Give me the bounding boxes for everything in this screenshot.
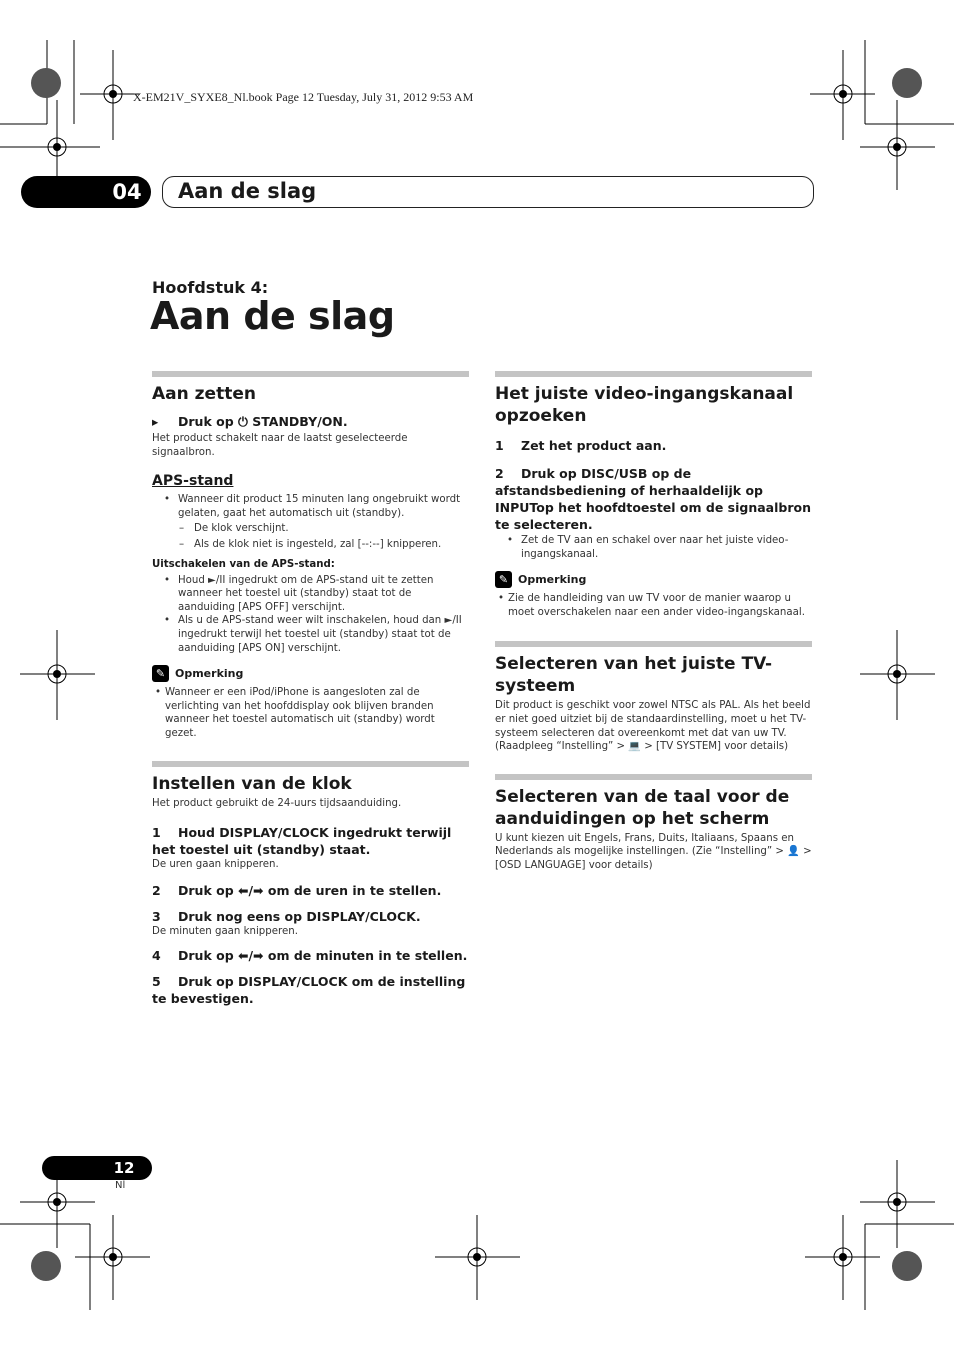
tv-systeem-text: Dit product is geschikt voor zowel NTSC als PAL. Als het beeld er niet goed uitziet bij de standaardinstelling, moet u het TV-systeem selecteren dat overeenkomt met dat van uw TV. (Raadpleeg “Instelling” > 💻 > [TV SYSTEM] voor details): [495, 700, 811, 753]
klok-step-3: 3 Druk nog eens op DISPLAY/CLOCK.: [152, 908, 421, 924]
left-column: [152, 371, 469, 1007]
taal-text: U kunt kiezen uit Engels, Frans, Duits, Italiaans, Spaans en Nederlands als mogelijke instellingen. (Zie “Instelling” > 👤 > [OSD LANGUAGE] voor details): [495, 832, 812, 871]
aps-bullet: • Wanneer dit product 15 minuten lang ongebruikt wordt gelaten, gaat het automatisch uit (standby).: [152, 493, 469, 520]
standby-step: ▸ Druk op ⏻ STANDBY/ON.: [152, 414, 348, 429]
section-rule: [152, 761, 469, 767]
section-rule: [495, 641, 812, 647]
chapter-number: 04: [112, 180, 142, 204]
video-step-2: 2 Druk op DISC/USB op de afstandsbediening of herhaaldelijk op INPUTop het hoofdtoestel om de signaalbron te selecteren.: [495, 466, 811, 532]
chapter-title: Aan de slag: [178, 179, 317, 203]
aps-heading: APS-stand: [152, 473, 234, 490]
klok-step-3-sub: De minuten gaan knipperen.: [152, 925, 298, 937]
section-title-aan-zetten: Aan zetten: [152, 384, 256, 404]
section-title-klok: Instellen van de klok: [152, 773, 352, 794]
section-title-taal: Selecteren van de taal voor de aanduidingen op het scherm: [495, 786, 790, 829]
aps-subhead: Uitschakelen van de APS-stand:: [152, 558, 335, 570]
note-bullet: • Wanneer er een iPod/iPhone is aangesloten zal de verlichting van het hoofddisplay ook blijven branden wanneer het toestel automatisch uit (standby) wordt gezet.: [152, 686, 469, 740]
section-rule: [495, 371, 812, 377]
standby-text: Het product schakelt naar de laatst geselecteerde signaalbron.: [152, 433, 408, 458]
aps-dash: – De klok verschijnt.: [152, 522, 469, 536]
klok-step-1: 1 Houd DISPLAY/CLOCK ingedrukt terwijl het toestel uit (standby) staat.: [152, 825, 452, 858]
klok-step-2: 2 Druk op ⬅/➡ om de uren in te stellen.: [152, 882, 442, 898]
klok-step-5: 5 Druk op DISPLAY/CLOCK om de instelling te bevestigen.: [152, 974, 466, 1007]
note-heading: ✎ Opmerking: [495, 571, 812, 588]
section-title-tv-systeem: Selecteren van het juiste TV-systeem: [495, 654, 773, 697]
file-header: X-EM21V_SYXE8_Nl.book Page 12 Tuesday, July 31, 2012 9:53 AM: [133, 90, 474, 104]
section-title-video: Het juiste video-ingangskanaal opzoeken: [495, 384, 794, 426]
aps-bullet: • Houd ►/II ingedrukt om de APS-stand uit te zetten wanneer het toestel uit (standby) staat tot de aanduiding [APS OFF] verschijnt.: [152, 574, 469, 615]
note-heading: ✎ Opmerking: [152, 665, 469, 682]
pencil-icon: ✎: [495, 571, 512, 588]
klok-step-1-sub: De uren gaan knipperen.: [152, 859, 279, 871]
aps-bullet: • Als u de APS-stand weer wilt inschakelen, houd dan ►/II ingedrukt terwijl het toestel uit (standby) staat tot de aanduiding [APS ON] verschijnt.: [152, 614, 469, 655]
page-title: Aan de slag: [150, 294, 395, 338]
video-bullet: • Zet de TV aan en schakel over naar het juiste video-ingangskanaal.: [495, 534, 812, 561]
page-number: 12: [113, 1159, 135, 1177]
video-step-1: 1 Zet het product aan.: [495, 438, 667, 453]
language-code: Nl: [115, 1180, 126, 1191]
section-rule: [495, 774, 812, 780]
aps-dash: – Als de klok niet is ingesteld, zal [--:--] knipperen.: [152, 538, 469, 552]
klok-intro: Het product gebruikt de 24-uurs tijdsaanduiding.: [152, 797, 402, 809]
klok-step-4: 4 Druk op ⬅/➡ om de minuten in te stellen.: [152, 948, 468, 964]
pencil-icon: ✎: [152, 665, 169, 682]
section-rule: [152, 371, 469, 377]
note-bullet: • Zie de handleiding van uw TV voor de manier waarop u moet overschakelen naar een ander video-ingangskanaal.: [495, 592, 812, 619]
aps-list: [152, 493, 469, 520]
right-column: [495, 371, 812, 873]
chapter-label: Hoofdstuk 4:: [152, 278, 269, 297]
